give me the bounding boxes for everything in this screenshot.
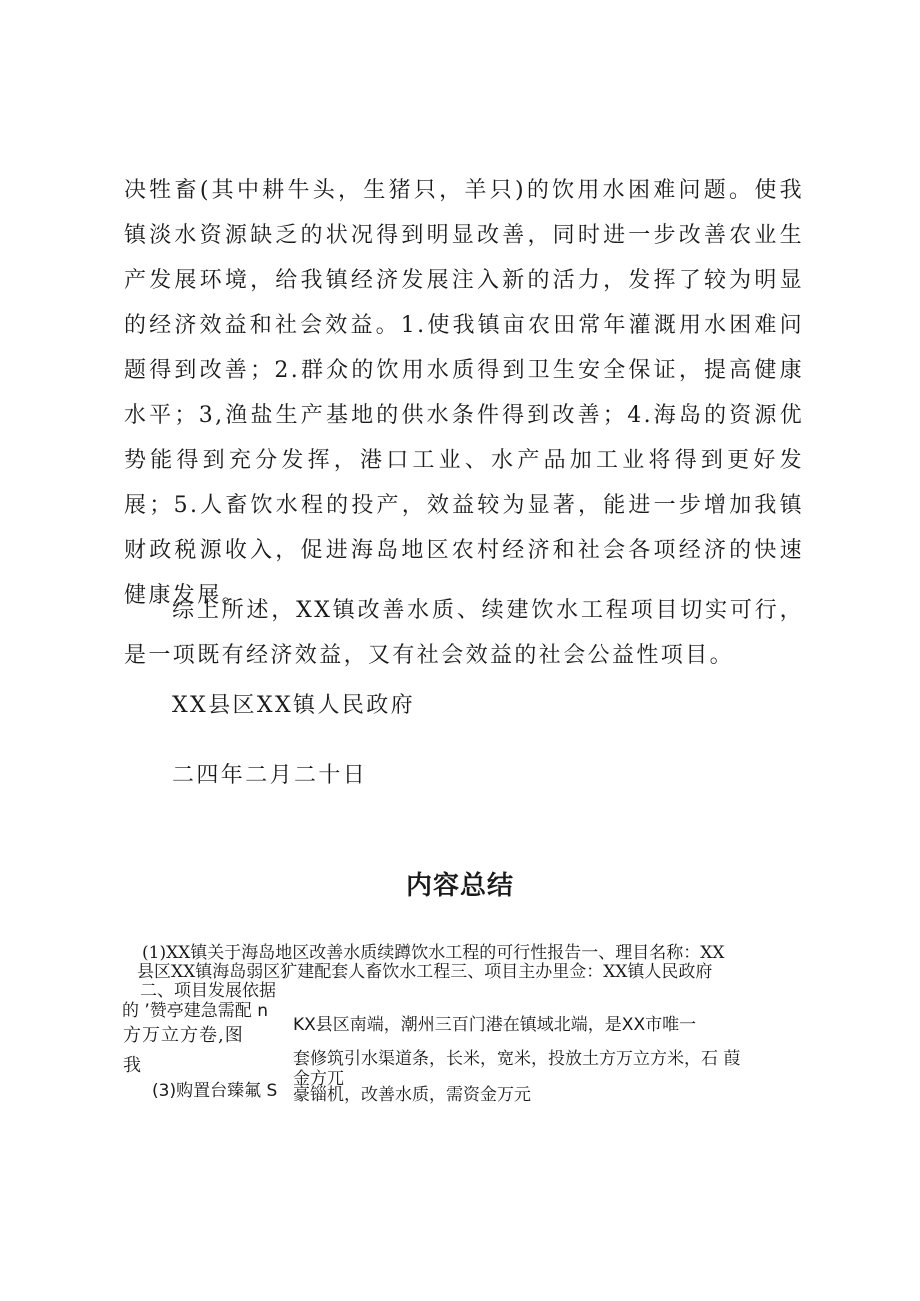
summary-line: (3)购置台臻氟 S (152, 1081, 278, 1101)
summary-line: 二、项目发展依据 (140, 981, 276, 1001)
body-paragraph-conclusion: 综上所述，XX镇改善水质、续建饮水工程项目切实可行，是一项既有经济效益，又有社会效益的社会公益性项目。 (124, 598, 804, 668)
summary-line: KX县区南端，潮州三百门港在镇域北端，是XX市唯一 (293, 1015, 697, 1035)
summary-line: 套修筑引水渠道条，长米，宽米，投放土方万立方米，石 葭 (293, 1049, 741, 1069)
signature-organization: XX县区XX镇人民政府 (172, 693, 416, 718)
summary-line: 豪锱机，改善水质，需资金万元 (293, 1085, 531, 1105)
body-paragraph-benefits: 决牲畜(其中耕牛头，生猪只，羊只)的饮用水困难问题。使我镇淡水资源缺乏的状况得到明显改善，同时进一步改善农业生产发展环境，给我镇经济发展注入新的活力，发挥了较为明显的经济效益和社会效益。1.使我镇亩农田常年灌溉用水困难问题得到改善；2.群众的饮用水质得到卫生安全保证，提高健康水平；3,渔盐生产基地的供水条件得到改善；4.海岛的资源优势能得到充分发挥，港口工业、水产品加工业将得到更好发展；5.人畜饮水程的投产，效益较为显著，能进一步增加我镇财政税源收入，促进海岛地区农村经济和社会各项经济的快速健康发展。 (124, 178, 804, 608)
signature-date: 二四年二月二十日 (172, 763, 368, 788)
summary-title: 内容总结 (405, 871, 514, 901)
summary-line: 的 ’赞亭建急需配 n (122, 1001, 268, 1021)
summary-line: 我 (123, 1055, 141, 1076)
summary-line: 县区XX镇海岛弱区犷建配套人畜饮水工程三、项目主办里佥：XX镇人民政府 (137, 962, 713, 982)
summary-line: 金方兀 (293, 1069, 344, 1089)
summary-line: (1)XX镇关于海岛地区改善水质续蹲饮水工程的可行性报告一、理目名称：XX (142, 943, 725, 963)
summary-line: 方万立方卷,图 (123, 1025, 244, 1046)
